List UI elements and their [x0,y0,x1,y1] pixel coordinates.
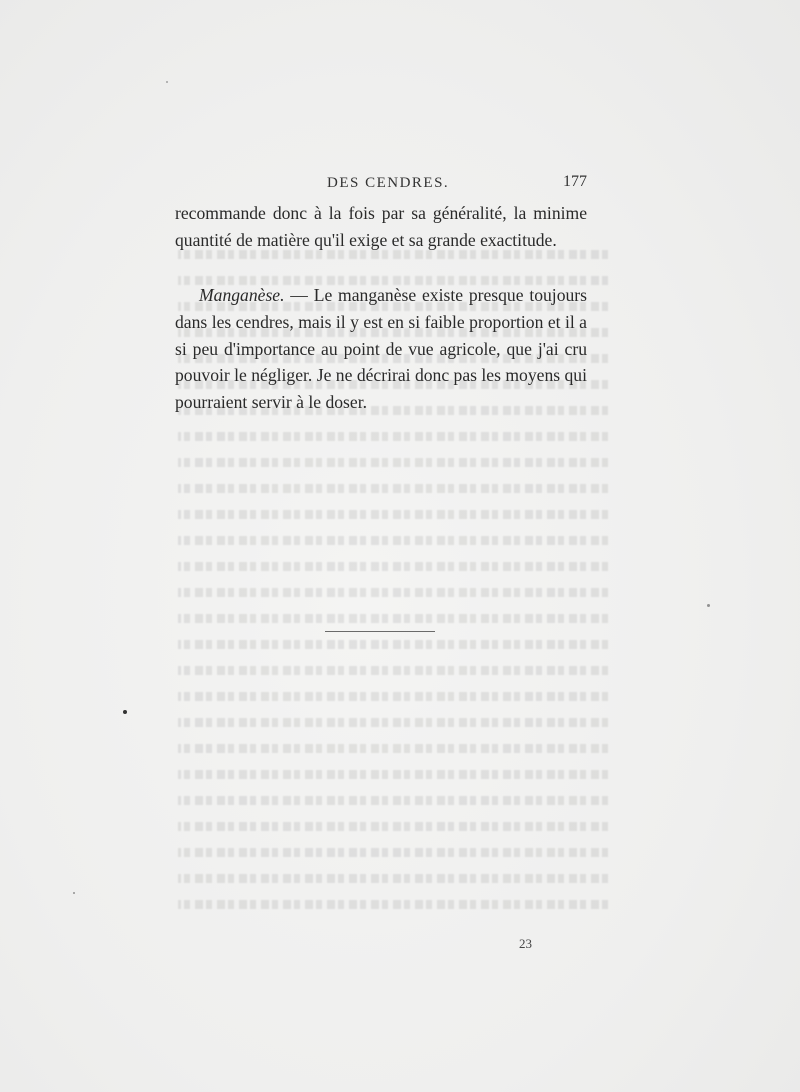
paper-speck [73,892,75,894]
running-head: DES CENDRES. [327,175,450,191]
page-header [175,170,587,194]
paper-speck [707,604,710,607]
paragraph-manganese [175,282,587,416]
paragraph-text: recommande donc à la fois par sa généralité, la minime quantité de matière qu'il exige et sa grande exactitude. [175,203,587,250]
section-title: Manganèse. [199,285,285,305]
paragraph-text: — Le manganèse existe presque toujours dans les cendres, mais il y est en si faible proportion et il a si peu d'importance au point de vue agricole, que j'ai cru pouvoir le négliger. Je ne décrirai donc pas les moyens qui pourraient servir à le doser. [175,285,587,413]
paragraph-continuation [175,200,587,254]
page-number: 177 [563,173,587,190]
signature-mark: 23 [519,936,532,951]
section-divider-rule [325,631,435,632]
paper-speck [166,81,168,83]
paper-speck [123,710,127,714]
